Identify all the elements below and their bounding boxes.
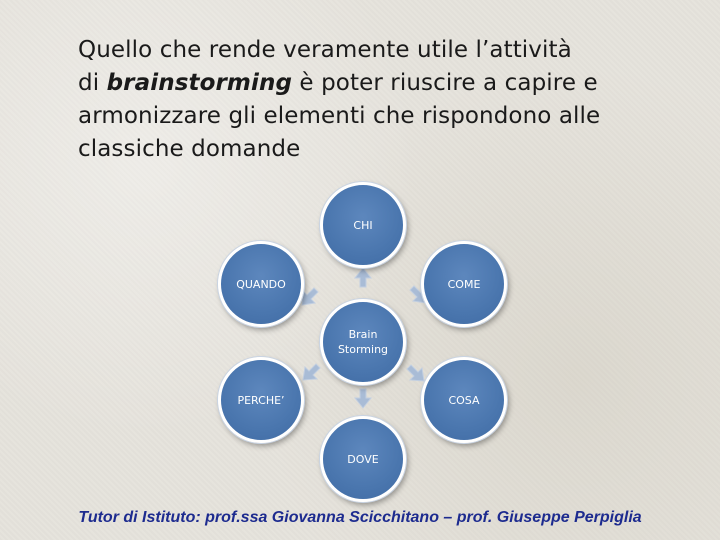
title-line-2-prefix: di — [78, 70, 107, 96]
node-top — [320, 182, 406, 268]
node-top-right — [421, 241, 507, 327]
node-bottom — [320, 416, 406, 502]
title-line-3: armonizzare gli elementi che rispondono alle — [78, 103, 601, 129]
title-line-1: Quello che rende veramente utile l’attività — [78, 37, 572, 63]
node-top-label: CHI — [353, 218, 373, 232]
arrow-to-top-icon — [355, 268, 371, 287]
arrow-to-bottom-icon — [355, 389, 371, 408]
node-bottom-right — [421, 357, 507, 443]
arrow-to-bottom-right-icon — [407, 365, 424, 381]
title-line-2-suffix: è poter riuscire a capire e — [292, 70, 598, 96]
node-bottom-left-label: PERCHE’ — [237, 393, 285, 407]
node-center — [320, 299, 406, 385]
title-line-4: classiche domande — [78, 136, 301, 162]
footer-credits: Tutor di Istituto: prof.ssa Giovanna Scicchitano – prof. Giuseppe Perpiglia — [78, 509, 642, 526]
node-bottom-right-label: COSA — [448, 393, 480, 407]
node-bottom-left — [218, 357, 304, 443]
node-top-left — [218, 241, 304, 327]
center-line-1: Brain — [348, 328, 378, 341]
node-top-right-label: COME — [447, 277, 481, 291]
node-bottom-label: DOVE — [347, 452, 379, 466]
title-emphasis: brainstorming — [106, 70, 293, 96]
center-line-2: Storming — [337, 343, 389, 356]
node-top-left-label: QUANDO — [236, 277, 286, 291]
arrow-to-top-left-icon — [302, 288, 318, 305]
arrow-to-bottom-left-icon — [303, 364, 320, 380]
